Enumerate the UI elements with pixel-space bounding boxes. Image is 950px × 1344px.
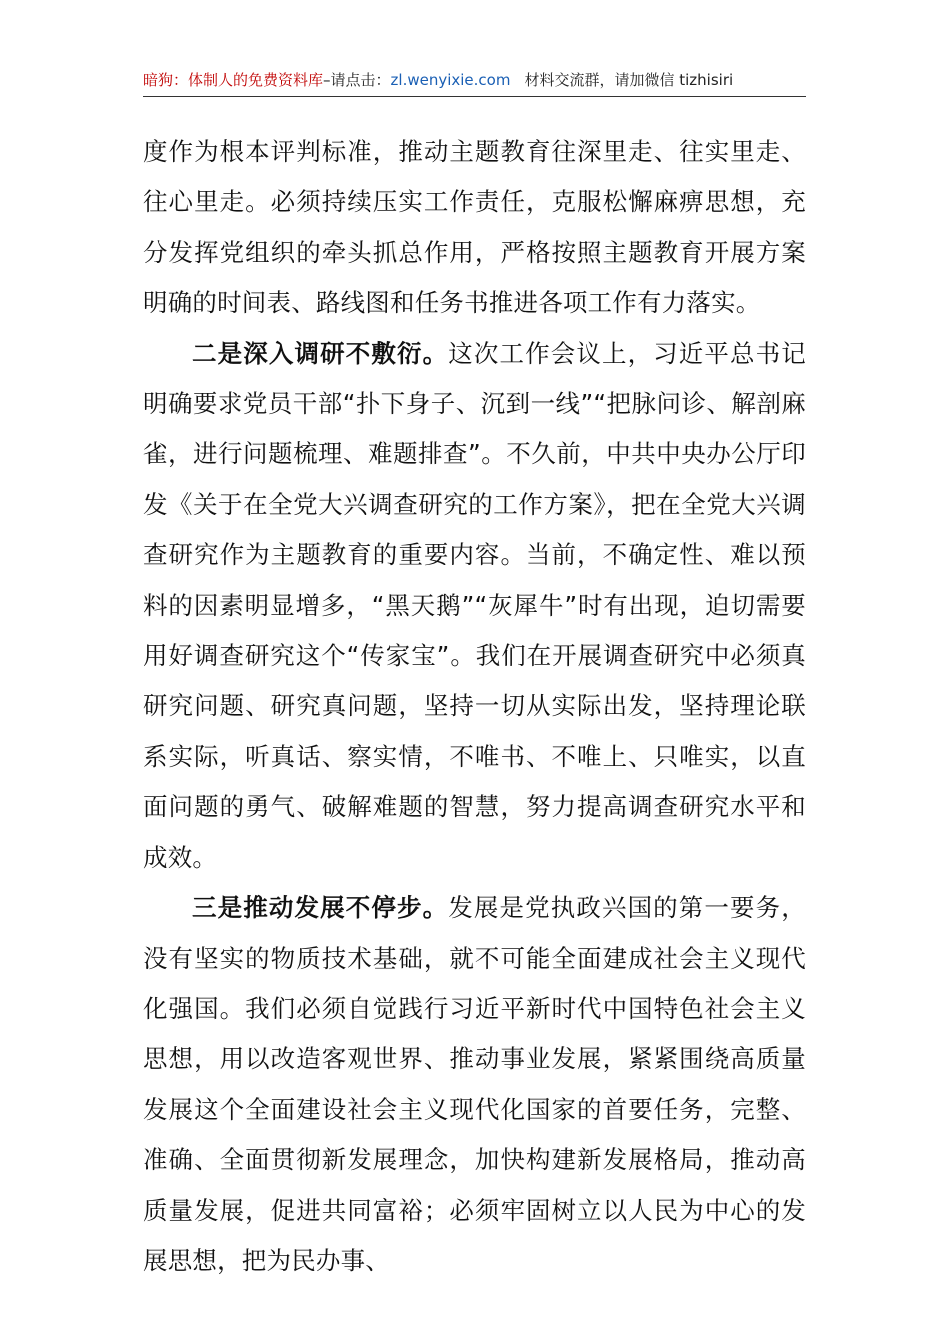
paragraph-development: [143, 883, 806, 1286]
page-header: [143, 66, 806, 94]
header-divider: [143, 96, 806, 97]
paragraph-text: 这次工作会议上，习近平总书记明确要求党员干部“扑下身子、沉到一线”“把脉问诊、解剖麻雀，进行问题梳理、难题排查”。不久前，中共中央办公厅印发《关于在全党大兴调查研究的工作方案》，把在全党大兴调查研究作为主题教育的重要内容。当前，不确定性、难以预料的因素明显增多，“黑天鹅”“灰犀牛”时有出现，迫切需要用好调查研究这个“传家宝”。我们在开展调查研究中必须真研究问题、研究真问题，坚持一切从实际出发，坚持理论联系实际，听真话、察实情，不唯书、不唯上、只唯实，以直面问题的勇气、破解难题的智慧，努力提高调查研究水平和成效。: [143, 338, 806, 872]
header-brand: 暗狗：体制人的免费资料库: [143, 71, 324, 89]
paragraph-lead: 三是推动发展不停步。: [192, 893, 449, 923]
paragraph-continued: [143, 127, 806, 329]
document-body: [143, 127, 806, 1286]
paragraph-text: 发展是党执政兴国的第一要务，没有坚实的物质技术基础，就不可能全面建成社会主义现代化强国。我们必须自觉践行习近平新时代中国特色社会主义思想，用以改造客观世界、推动事业发展，紧紧围绕高质量发展这个全面建设社会主义现代化国家的首要任务，完整、准确、全面贯彻新发展理念，加快构建新发展格局，推动高质量发展，促进共同富裕；必须牢固树立以人民为中心的发展思想，把为民办事、: [143, 893, 806, 1275]
paragraph-lead: 二是深入调研不敷衍。: [192, 338, 449, 368]
paragraph-text: 度作为根本评判标准，推动主题教育往深里走、往实里走、往心里走。必须持续压实工作责任，克服松懈麻痹思想，充分发挥党组织的牵头抓总作用，严格按照主题教育开展方案明确的时间表、路线图和任务书推进各项工作有力落实。: [143, 137, 806, 318]
header-prompt: –请点击：: [323, 71, 391, 89]
header-group-note: 材料交流群，请加微信 tizhisiri: [524, 71, 734, 89]
paragraph-research: [143, 329, 806, 883]
header-link[interactable]: zl.wenyixie.com: [390, 71, 511, 89]
